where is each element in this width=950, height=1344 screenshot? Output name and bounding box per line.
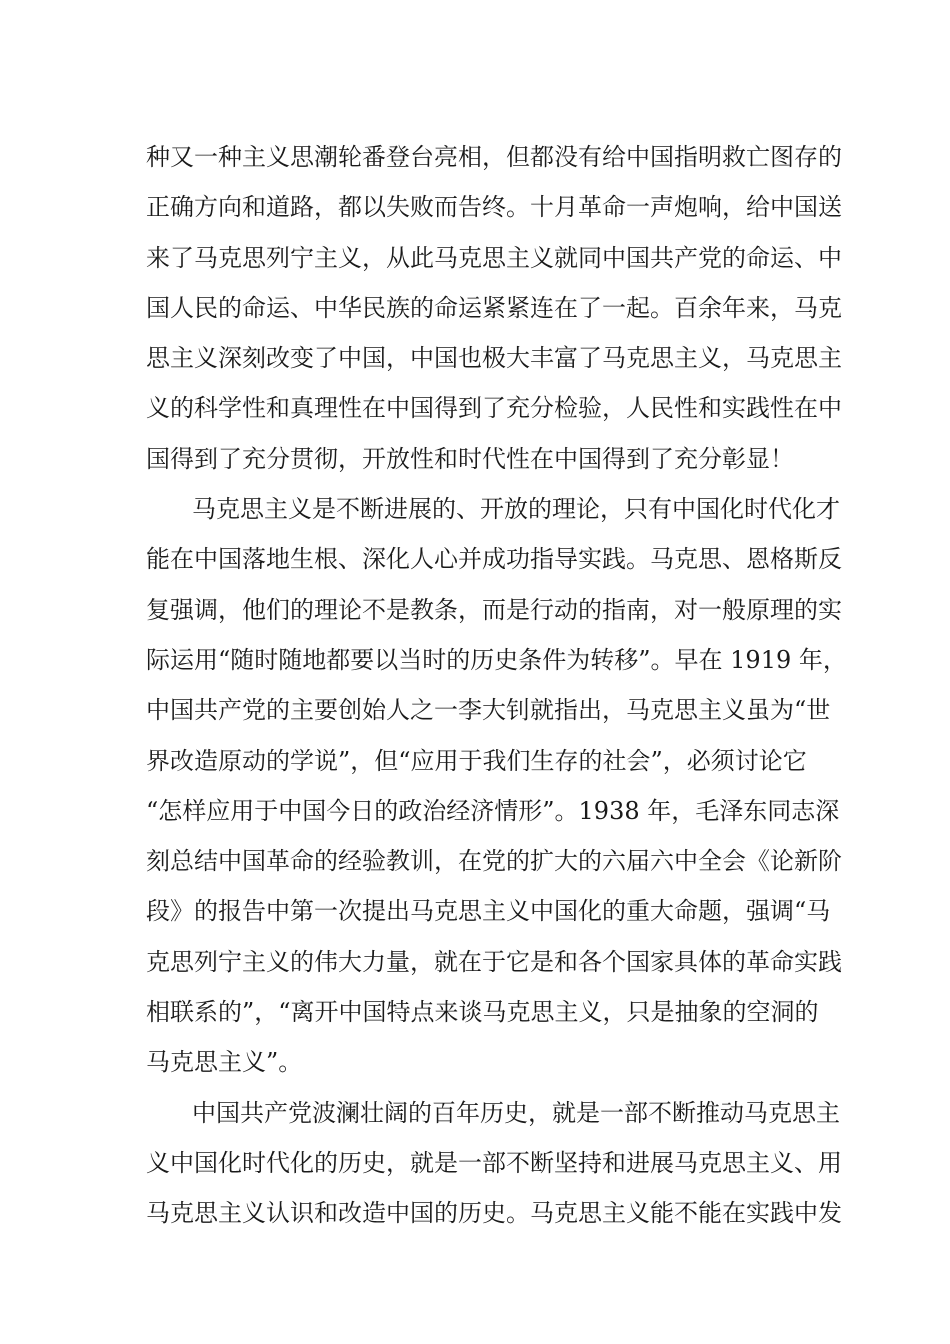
text-line: 思主义深刻改变了中国，中国也极大丰富了马克思主义，马克思主 <box>146 344 842 373</box>
text-line: 段》的报告中第一次提出马克思主义中国化的重大命题，强调“马 <box>146 897 831 926</box>
text-line: 义中国化时代化的历史，就是一部不断坚持和进展马克思主义、用 <box>146 1148 842 1177</box>
paragraph-start-line: 马克思主义是不断进展的、开放的理论，只有中国化时代化才 <box>192 495 840 524</box>
text-line: 中国共产党的主要创始人之一李大钊就指出，马克思主义虽为“世 <box>146 696 831 725</box>
text-line: 际运用“随时随地都要以当时的历史条件为转移”。早在 1919 年， <box>146 645 847 674</box>
text-line: 相联系的”，“离开中国特点来谈马克思主义，只是抽象的空洞的 <box>146 998 819 1027</box>
text-line: “怎样应用于中国今日的政治经济情形”。1938 年，毛泽东同志深 <box>146 796 840 825</box>
text-line: 国得到了充分贯彻，开放性和时代性在中国得到了充分彰显！ <box>146 444 794 473</box>
text-line: 刻总结中国革命的经验教训，在党的扩大的六届六中全会《论新阶 <box>146 847 842 876</box>
body-text <box>146 132 847 1239</box>
text-line: 正确方向和道路，都以失败而告终。十月革命一声炮响，给中国送 <box>146 193 842 222</box>
text-line: 马克思主义”。 <box>146 1048 303 1077</box>
paragraph-start-line: 中国共产党波澜壮阔的百年历史，就是一部不断推动马克思主 <box>192 1098 840 1127</box>
text-line: 界改造原动的学说”，但“应用于我们生存的社会”，必须讨论它 <box>146 746 807 775</box>
text-line: 义的科学性和真理性在中国得到了充分检验，人民性和实践性在中 <box>146 394 842 423</box>
text-line: 种又一种主义思潮轮番登台亮相，但都没有给中国指明救亡图存的 <box>146 143 842 171</box>
text-line: 国人民的命运、中华民族的命运紧紧连在了一起。百余年来，马克 <box>146 293 842 322</box>
text-line: 克思列宁主义的伟大力量，就在于它是和各个国家具体的革命实践 <box>146 947 842 976</box>
text-line: 来了马克思列宁主义，从此马克思主义就同中国共产党的命运、中 <box>146 243 842 272</box>
text-line: 能在中国落地生根、深化人心并成功指导实践。马克思、恩格斯反 <box>146 545 842 574</box>
text-line: 复强调，他们的理论不是教条，而是行动的指南，对一般原理的实 <box>146 595 842 624</box>
text-line: 马克思主义认识和改造中国的历史。马克思主义能不能在实践中发 <box>146 1199 842 1228</box>
